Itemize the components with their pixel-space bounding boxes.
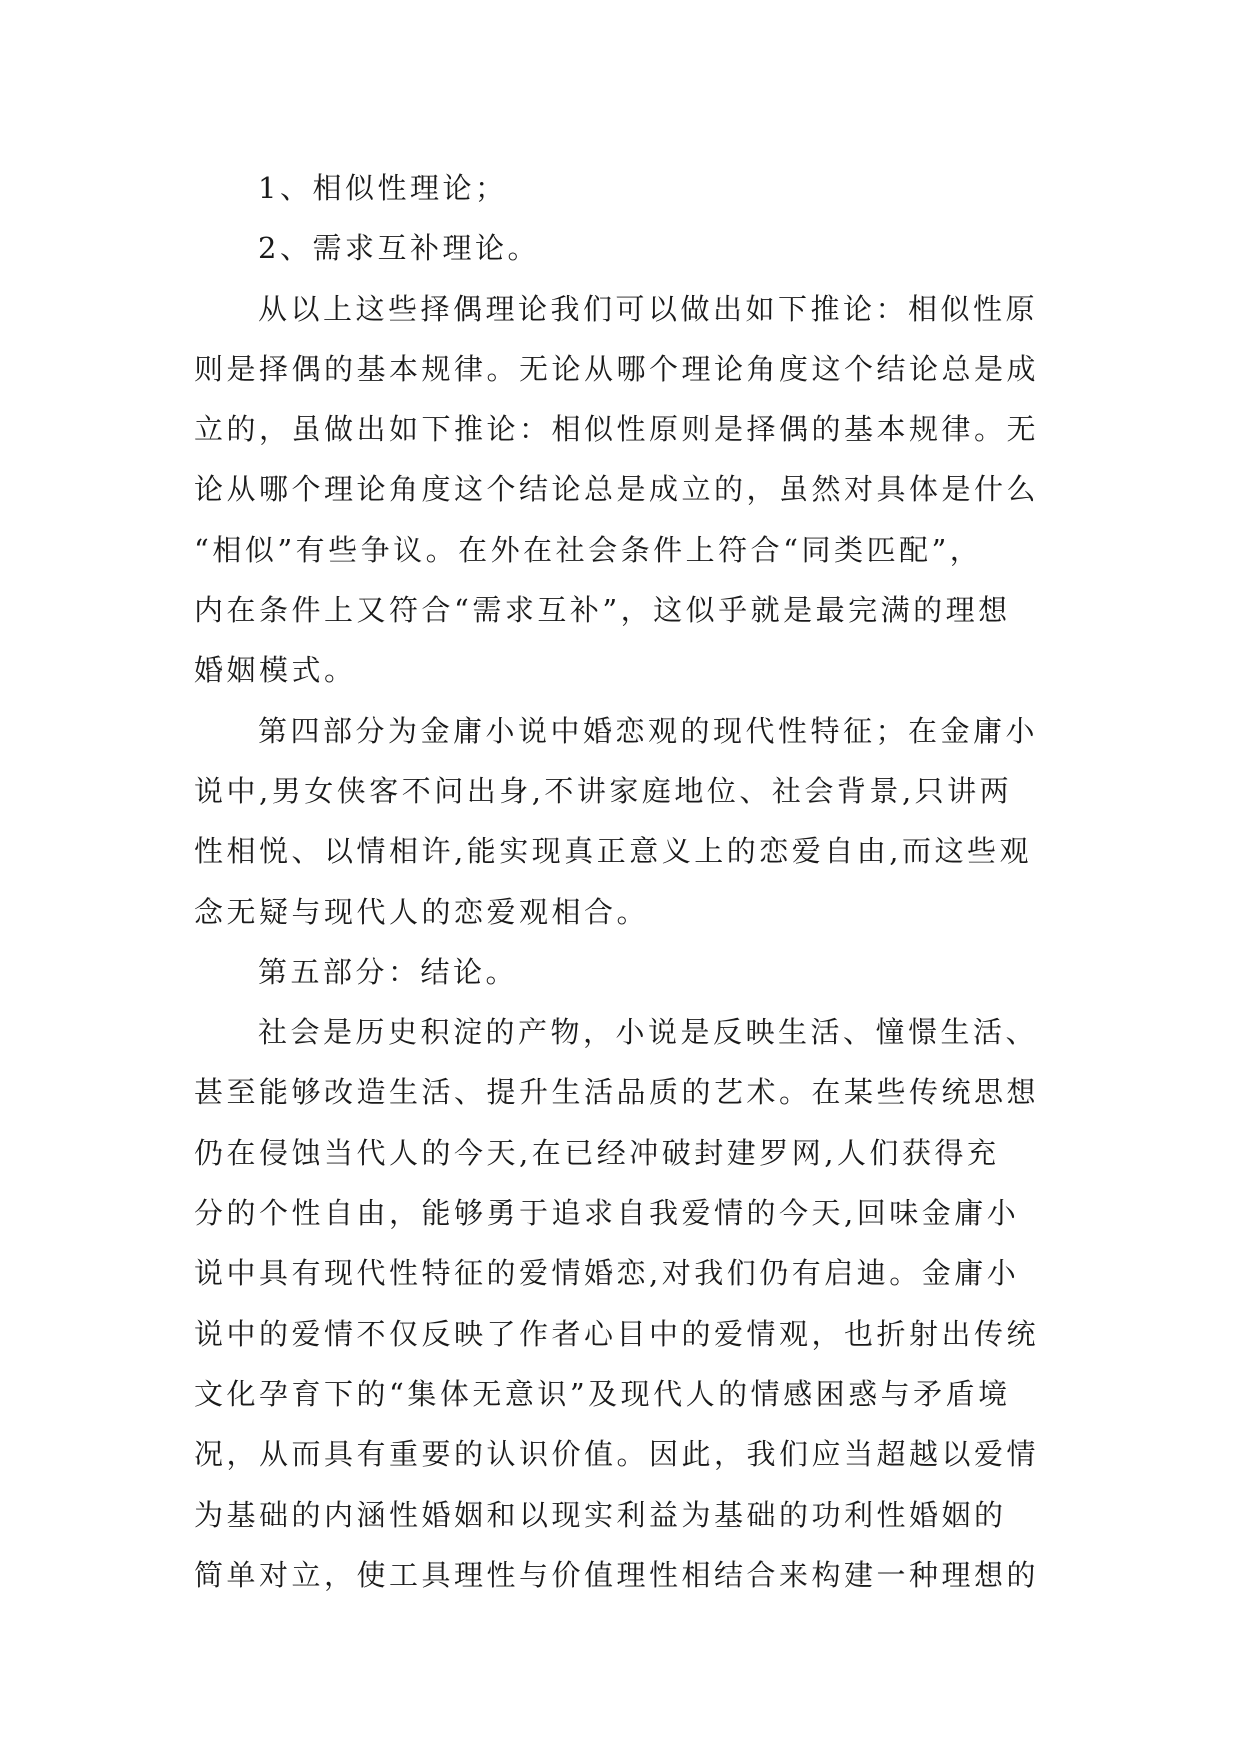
document-body <box>194 158 1064 1605</box>
text-line: 从以上这些择偶理论我们可以做出如下推论：相似性原 <box>258 291 1039 326</box>
text-line: 说中的爱情不仅反映了作者心目中的爱情观，也折射出传统 <box>194 1316 1040 1351</box>
text-line: 为基础的内涵性婚姻和以现实利益为基础的功利性婚姻的 <box>194 1497 1007 1532</box>
text-line: 甚至能够改造生活、提升生活品质的艺术。在某些传统思想 <box>194 1075 1040 1110</box>
text-line: 1、相似性理论； <box>258 171 508 205</box>
text-line: 念无疑与现代人的恋爱观相合。 <box>194 894 650 929</box>
text-line: 论从哪个理论角度这个结论总是成立的，虽然对具体是什么 <box>194 472 1040 507</box>
text-line: 况，从而具有重要的认识价值。因此，我们应当超越以爱情 <box>194 1437 1040 1472</box>
text-line: 文化孕育下的“集体无意识”及现代人的情感困惑与矛盾境 <box>194 1376 1011 1411</box>
text-line: 第五部分：结论。 <box>258 954 519 989</box>
text-line: 说中,男女侠客不问出身,不讲家庭地位、社会背景,只讲两 <box>194 773 1013 808</box>
text-line: 则是择偶的基本规律。无论从哪个理论角度这个结论总是成 <box>194 351 1040 386</box>
text-line: “相似”有些争议。在外在社会条件上符合“同类匹配”， <box>194 532 983 567</box>
text-line: 2、需求互补理论。 <box>258 231 540 266</box>
text-line: 立的，虽做出如下推论：相似性原则是择偶的基本规律。无 <box>194 412 1040 447</box>
text-line: 仍在侵蚀当代人的今天,在已经冲破封建罗网,人们获得充 <box>194 1135 1000 1170</box>
text-line: 简单对立，使工具理性与价值理性相结合来构建一种理想的 <box>194 1557 1040 1592</box>
text-line: 说中具有现代性特征的爱情婚恋,对我们仍有启迪。金庸小 <box>194 1256 1020 1291</box>
text-line: 社会是历史积淀的产物，小说是反映生活、憧憬生活、 <box>258 1015 1039 1050</box>
text-line: 性相悦、以情相许,能实现真正意义上的恋爱自由,而这些观 <box>194 834 1032 869</box>
text-line: 分的个性自由，能够勇于追求自我爱情的今天,回味金庸小 <box>194 1196 1020 1231</box>
text-line: 婚姻模式。 <box>194 653 357 688</box>
text-line: 内在条件上又符合“需求互补”，这似乎就是最完满的理想 <box>194 593 1011 628</box>
text-line: 第四部分为金庸小说中婚恋观的现代性特征；在金庸小 <box>258 713 1039 748</box>
